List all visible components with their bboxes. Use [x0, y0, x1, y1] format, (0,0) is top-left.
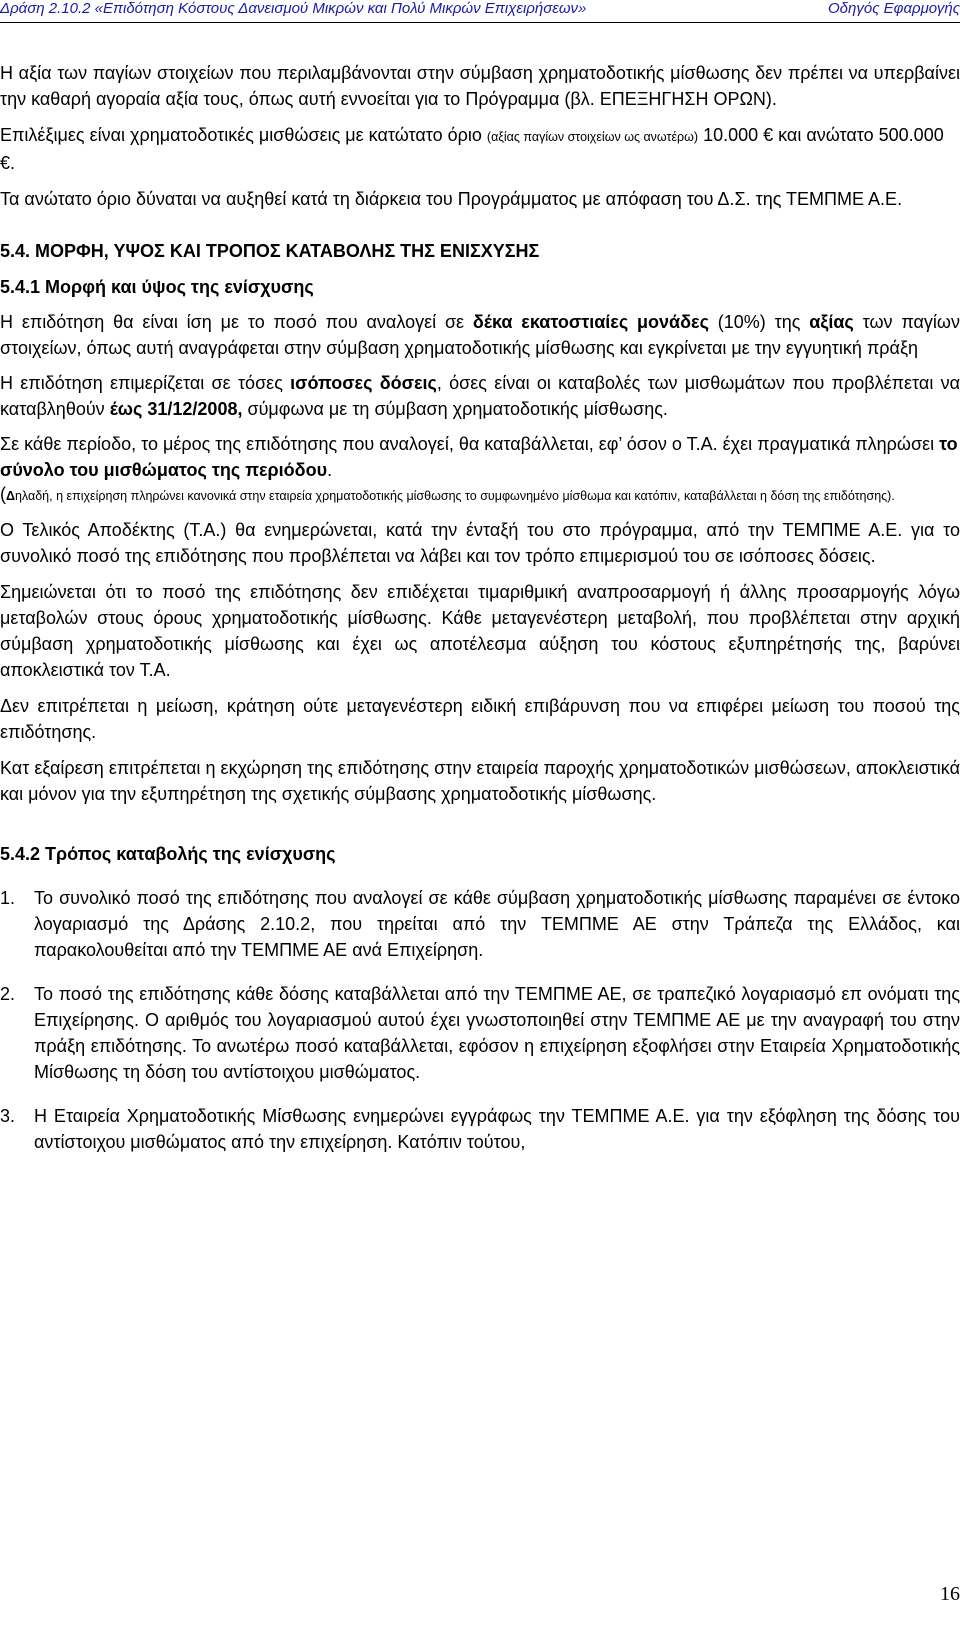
- list-item-text: Η Εταιρεία Χρηματοδοτικής Μίσθωσης ενημερώνει εγγράφως την ΤΕΜΠΜΕ Α.Ε. για την εξόφληση της δόσης του αντίστοιχου μισθώματος από την επιχείρηση. Κατόπιν τούτου,: [34, 1106, 960, 1152]
- list-item-text: Το συνολικό ποσό της επιδότησης που αναλογεί σε κάθε σύμβαση χρηματοδοτικής μίσθωσης παραμένει σε έντοκο λογαριασμό της Δράσης 2.10.2, που τηρείται από την ΤΕΜΠΜΕ ΑΕ στην Τράπεζα της Ελλάδος, και παρακολουθείται από την ΤΕΜΠΜΕ ΑΕ ανά Επιχείρηση.: [34, 888, 960, 960]
- list-item-number: 3.: [0, 1106, 16, 1126]
- paragraph-subsidy-amount: [0, 309, 960, 361]
- paragraph-upper-limit: Τα ανώτατο όριο δύναται να αυξηθεί κατά τη διάρκεια του Προγράμματος με απόφαση του Δ.Σ. της ΤΕΜΠΜΕ Α.Ε.: [0, 189, 903, 209]
- paragraph-period-payment: [0, 431, 960, 483]
- text-run: Η επιδότηση θα είναι ίση με το ποσό που αναλογεί σε: [0, 312, 473, 332]
- bold-text-run: το σύνολο του μισθώματος της περιόδου: [0, 434, 958, 480]
- text-run: σύμφωνα με τη σύμβαση χρηματοδοτικής μίσθωσης.: [242, 399, 668, 419]
- text-run: των παγίων στοιχείων, όπως αυτή αναγράφεται στην σύμβαση χρηματοδοτικής μίσθωσης και εγκρίνεται με την εγγυητική πράξη: [0, 312, 960, 358]
- bold-text-run: Δ: [6, 489, 15, 503]
- list-item-number: 1.: [0, 888, 16, 908]
- list-item-number: 2.: [0, 984, 16, 1004]
- eligible-small-note: (αξίας παγίων στοιχείων ως ανωτέρω): [486, 130, 699, 144]
- header-guide-label: Οδηγός Εφαρμογής: [828, 0, 960, 17]
- paragraph-asset-value: Η αξία των παγίων στοιχείων που περιλαμβάνονται στην σύμβαση χρηματοδοτικής μίσθωσης δεν πρέπει να υπερβαίνει την καθαρή αγοραία αξία τους, όπως αυτή εννοείται για το Πρόγραμμα (βλ. ΕΠΕΞΗΓΗΣΗ ΟΡΩΝ).: [0, 63, 960, 109]
- page-number: 16: [940, 1583, 960, 1605]
- text-run: , όσες είναι οι καταβολές των μισθωμάτων που προβλέπεται να καταβληθούν: [0, 373, 960, 419]
- paragraph-clarification-note: [0, 483, 960, 507]
- list-item: [0, 981, 960, 1085]
- eligible-text-start: Επιλέξιμες είναι χρηματοδοτικές μισθώσεις με κατώτατο όριο: [0, 125, 487, 145]
- text-run: .: [327, 460, 333, 480]
- eligible-text-end: 10.000 € και ανώτατο 500.000 €.: [0, 125, 944, 173]
- paragraph-assignment-exception: Κατ εξαίρεση επιτρέπεται η εκχώρηση της επιδότησης στην εταιρεία παροχής χρηματοδοτικών μισθώσεων, αποκλειστικά και μόνον για την εξυπηρέτηση της σχετικής σύμβασης χρηματοδοτικής μίσθωσης.: [0, 758, 960, 804]
- list-item: [0, 885, 960, 963]
- payment-steps-list: [0, 885, 960, 1155]
- text-run: (: [0, 484, 6, 504]
- paragraph-eligible-limits: [0, 122, 960, 176]
- bold-text-run: δέκα εκατοστιαίες μονάδες: [472, 312, 709, 332]
- subsection-heading-5-4-1: 5.4.1 Μορφή και ύψος της ενίσχυσης: [0, 277, 314, 297]
- bold-text-run: ισόποσες δόσεις: [290, 373, 437, 393]
- paragraph-no-reduction: Δεν επιτρέπεται η μείωση, κράτηση ούτε μεταγενέστερη ειδική επιβάρυνση που να επιφέρει μείωση του ποσού της επιδότησης.: [0, 696, 960, 742]
- text-run: Σε κάθε περίοδο, το μέρος της επιδότησης που αναλογεί, θα καταβάλλεται, εφ’ όσον ο Τ.Α. έχει πραγματικά πληρώσει: [0, 434, 940, 454]
- list-item: [0, 1103, 960, 1155]
- paragraph-installments: [0, 370, 960, 422]
- bold-text-run: έως 31/12/2008,: [109, 399, 243, 419]
- subsection-heading-5-4-2: 5.4.2 Τρόπος καταβολής της ενίσχυσης: [0, 844, 336, 864]
- header-title: Δράση 2.10.2 «Επιδότηση Κόστους Δανεισμού Μικρών και Πολύ Μικρών Επιχειρήσεων»: [0, 0, 587, 17]
- text-run: (10%) της: [708, 312, 810, 332]
- document-body: [0, 60, 960, 1155]
- text-run: ηλαδή, η επιχείρηση πληρώνει κανονικά στην εταιρεία χρηματοδοτικής μίσθωσης το συμφωνημένο μίσθωμα και κατόπιν, καταβάλλεται η δόση της επιδότησης).: [14, 489, 895, 503]
- list-item-text: Το ποσό της επιδότησης κάθε δόσης καταβάλλεται από την ΤΕΜΠΜΕ ΑΕ, σε τραπεζικό λογαριασμό επ ονόματι της Επιχείρησης. Ο αριθμός του λογαριασμού αυτού έχει γνωστοποιηθεί στην ΤΕΜΠΜΕ ΑΕ με την αναγραφή του στην πράξη επιδότησης. Το ανωτέρω ποσό καταβάλλεται, εφόσον η επιχείρηση εξοφλήσει στην Εταιρεία Χρηματοδοτικής Μίσθωσης τη δόση του αντίστοιχου μισθώματος.: [34, 984, 960, 1082]
- page-header: [0, 0, 960, 24]
- bold-text-run: αξίας: [809, 312, 854, 332]
- paragraph-no-adjustment: Σημειώνεται ότι το ποσό της επιδότησης δεν επιδέχεται τιμαριθμική αναπροσαρμογή ή άλλης προσαρμογής λόγω μεταβολών στους όρους χρηματοδοτικής μίσθωσης. Κάθε μεταγενέστερη μεταβολή, που προβλέπεται στην αρχική σύμβαση χρηματοδοτικής μίσθωσης και έχει ως αποτέλεσμα αύξηση του κόστους εξυπηρέτησής της, βαρύνει αποκλειστικά τον Τ.Α.: [0, 582, 960, 680]
- paragraph-beneficiary-info: Ο Τελικός Αποδέκτης (Τ.Α.) θα ενημερώνεται, κατά την ένταξή του στο πρόγραμμα, από την ΤΕΜΠΜΕ Α.Ε. για το συνολικό ποσό της επιδότησης που προβλέπεται να λάβει και τον τρόπο επιμερισμού του σε ισόποσες δόσεις.: [0, 520, 960, 566]
- header-rule: [0, 22, 960, 23]
- section-heading-5-4: 5.4. ΜΟΡΦΗ, ΥΨΟΣ ΚΑΙ ΤΡΟΠΟΣ ΚΑΤΑΒΟΛΗΣ ΤΗΣ ΕΝΙΣΧΥΣΗΣ: [0, 241, 540, 261]
- text-run: Η επιδότηση επιμερίζεται σε τόσες: [0, 373, 291, 393]
